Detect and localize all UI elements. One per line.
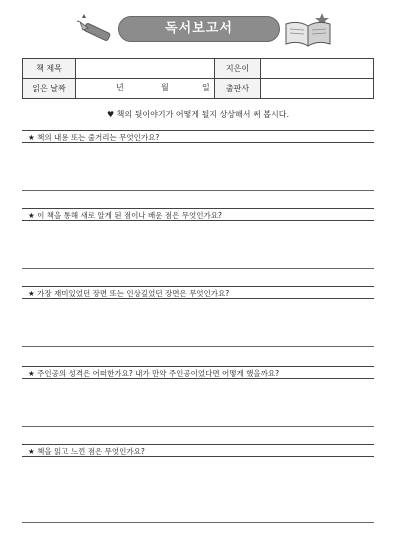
author-field[interactable]: [261, 59, 374, 79]
info-row-2: [23, 79, 374, 99]
question-2: ★ 이 책을 통해 새로 알게 된 점이나 배운 점은 무엇인가요?: [22, 208, 374, 221]
question-5: ★ 책을 읽고 느낀 점은 무엇인가요?: [22, 444, 374, 457]
title-banner: [118, 16, 280, 42]
answer-line-5[interactable]: [22, 522, 374, 523]
question-1: ★ 책의 내용 또는 줄거리는 무엇인가요?: [22, 130, 374, 143]
answer-line-4[interactable]: [22, 426, 374, 427]
book-info-table: [22, 58, 374, 99]
answer-line-1[interactable]: [22, 190, 374, 191]
question-4: ★ 주인공의 성격은 어떠한가요? 내가 만약 주인공이었다면 어떻게 했을까요?: [22, 366, 374, 379]
author-label: 지은이: [215, 59, 261, 79]
publisher-label: 출판사: [215, 79, 261, 99]
day-unit: 일: [202, 83, 210, 92]
read-date-field[interactable]: [76, 79, 215, 99]
question-3: ★ 가장 재미있었던 장면 또는 인상깊었던 장면은 무엇인가요?: [22, 286, 374, 299]
open-book-icon: [282, 10, 334, 50]
header: [0, 0, 400, 55]
instruction-text: ♥ 책의 뒷이야기가 어떻게 될지 상상해서 써 봅시다.: [106, 110, 290, 119]
pencil-icon: [74, 14, 114, 46]
answer-line-3[interactable]: [22, 346, 374, 347]
book-title-field[interactable]: [76, 59, 215, 79]
info-row-1: [23, 59, 374, 79]
month-unit: 월: [161, 83, 169, 92]
year-unit: 년: [116, 83, 124, 92]
book-title-label: 책 제목: [23, 59, 76, 79]
page-title: 독서보고서: [165, 21, 233, 36]
publisher-field[interactable]: [261, 79, 374, 99]
answer-line-2[interactable]: [22, 268, 374, 269]
read-date-label: 읽은 날짜: [23, 79, 76, 99]
